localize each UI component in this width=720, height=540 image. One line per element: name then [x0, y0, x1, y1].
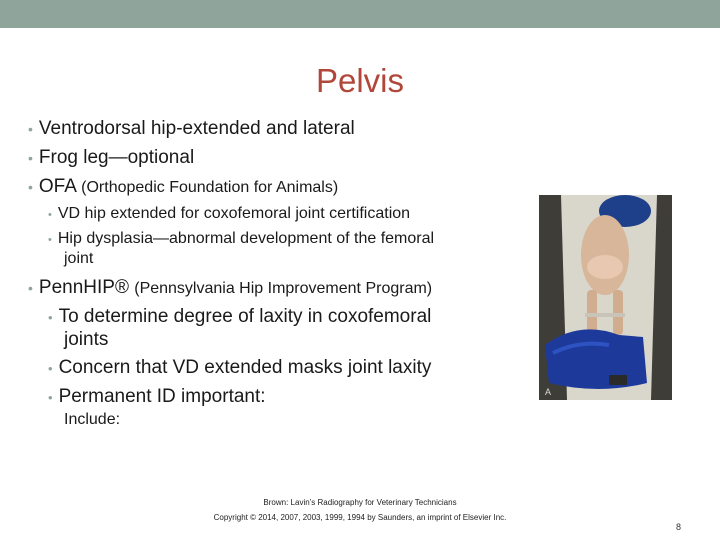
bullet-item [28, 277, 432, 299]
sub-bullet-item [48, 357, 431, 379]
photo-label: A [545, 387, 552, 397]
bullet-item [28, 176, 338, 198]
bullet-dot-icon: • [48, 209, 52, 221]
bullet-dot-icon: • [28, 280, 33, 296]
sub-bullet-text: Permanent ID important: [58, 386, 266, 407]
bullet-text-parenthetical: (Orthopedic Foundation for Animals) [81, 179, 339, 196]
bullet-dot-icon: • [28, 150, 33, 166]
bullet-text: PennHIP® [38, 277, 129, 298]
sub-bullet-item [48, 205, 410, 223]
bullet-text: Frog leg—optional [38, 147, 195, 168]
sub-bullet-text: To determine degree of laxity in coxofemoral [58, 306, 432, 327]
bullet-text-parenthetical: (Pennsylvania Hip Improvement Program) [134, 280, 433, 297]
credit-line-book: Brown: Lavin’s Radiography for Veterinary Technicians [263, 498, 457, 507]
sub-bullet-continuation: joint [64, 250, 94, 267]
sub-bullet-text: VD hip extended for coxofemoral joint certification [57, 205, 411, 222]
sub-bullet-text: Concern that VD extended masks joint laxity [58, 357, 432, 378]
sub-bullet-item [48, 230, 434, 248]
sub-bullet-continuation: joints [64, 329, 109, 350]
bullet-dot-icon: • [48, 310, 53, 325]
sub-bullet-continuation: Include: [64, 411, 121, 428]
credit-line-copyright: Copyright © 2014, 2007, 2003, 1999, 1994 by Saunders, an imprint of Elsevier Inc. [213, 513, 507, 522]
sub-bullet-text: Hip dysplasia—abnormal development of the femoral [57, 230, 435, 247]
bullet-dot-icon: • [48, 390, 53, 405]
sub-bullet-item [48, 306, 431, 328]
sub-bullet-item [48, 386, 266, 408]
copyright-credit [150, 495, 570, 525]
bullet-text: Ventrodorsal hip-extended and lateral [38, 118, 355, 139]
bullet-item [28, 147, 194, 169]
bullet-dot-icon: • [48, 361, 53, 376]
page-number: 8 [676, 522, 682, 532]
bullet-item [28, 118, 355, 140]
bullet-dot-icon: • [28, 179, 33, 195]
photo-illustration [539, 195, 672, 400]
bullet-dot-icon: • [28, 121, 33, 137]
bullet-dot-icon: • [48, 234, 52, 246]
bullet-text: OFA [38, 176, 76, 197]
dog-positioning-photo [539, 195, 672, 400]
slide-title-text: Pelvis [315, 62, 405, 99]
